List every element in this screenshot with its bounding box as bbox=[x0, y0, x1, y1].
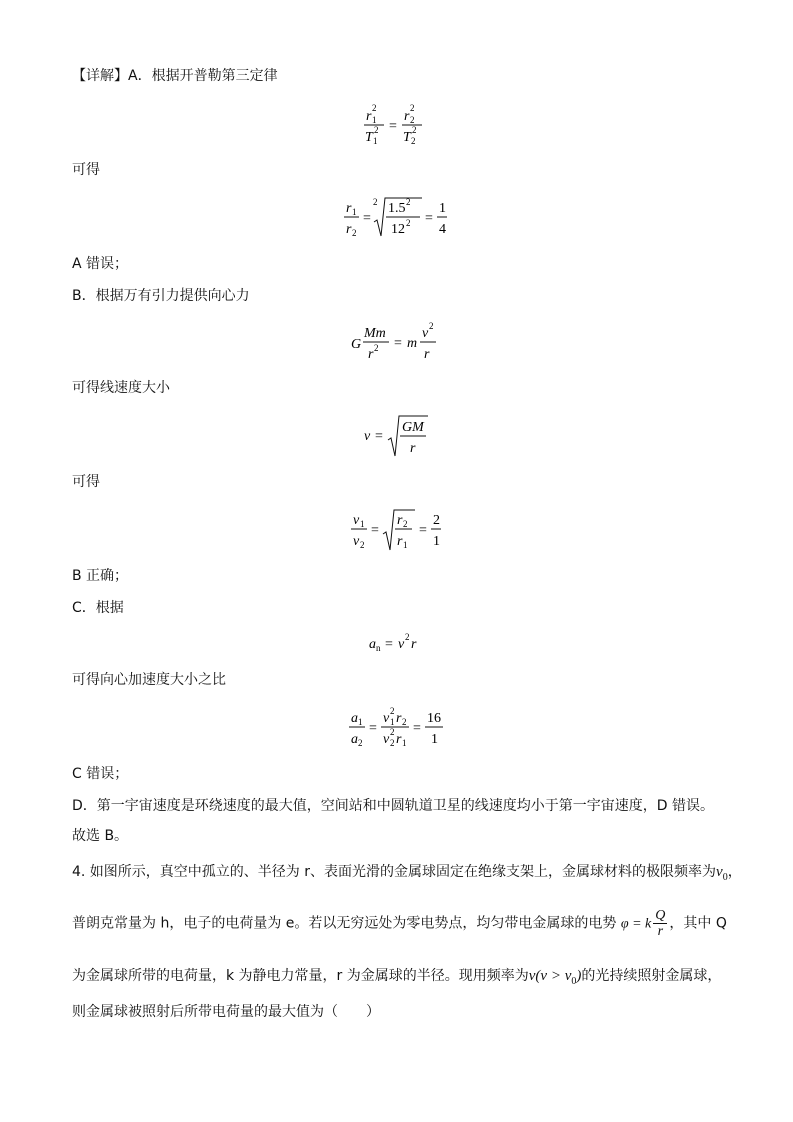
svg-text:2: 2 bbox=[409, 115, 414, 125]
svg-text:2: 2 bbox=[428, 321, 433, 331]
freq-condition: $\nu(\nu > \nu_0)$ bbox=[528, 968, 582, 987]
svg-text:=: = bbox=[424, 211, 433, 226]
svg-text:a: a bbox=[350, 732, 358, 747]
svg-text:r: r bbox=[396, 534, 402, 549]
b-right-text: B 正确； bbox=[72, 568, 129, 584]
svg-text:2: 2 bbox=[405, 218, 410, 228]
kepler-n2: 12 bbox=[390, 222, 405, 237]
svg-text:2: 2 bbox=[389, 727, 394, 737]
svg-text:1: 1 bbox=[359, 519, 364, 529]
equation-speed-ratio bbox=[0, 504, 793, 558]
accel-rhs: 16 bbox=[426, 711, 441, 726]
section-c-header: C．根据 bbox=[72, 600, 124, 616]
svg-text:2: 2 bbox=[372, 197, 377, 207]
keyou-text-1: 可得 bbox=[72, 162, 100, 178]
svg-text:v: v bbox=[382, 732, 389, 747]
svg-text:r: r bbox=[345, 222, 351, 237]
svg-text:1: 1 bbox=[389, 717, 394, 727]
question-4-line-1: 4. 如图所示，真空中孤立的、半径为 r、表面光滑的金属球固定在绝缘支架上，金属球材料的极限频率为$\nu_0$， bbox=[72, 864, 742, 883]
svg-text:=: = bbox=[412, 721, 421, 736]
svg-text:r: r bbox=[409, 441, 415, 456]
svg-text:r: r bbox=[367, 347, 373, 362]
equation-radius-ratio bbox=[0, 192, 793, 246]
a-wrong-text: A 错误； bbox=[72, 256, 129, 272]
svg-text:2: 2 bbox=[389, 738, 394, 748]
svg-text:r: r bbox=[395, 732, 401, 747]
speed-text: 可得线速度大小 bbox=[72, 380, 170, 396]
svg-text:2: 2 bbox=[351, 228, 356, 238]
question-4-line-3 bbox=[72, 966, 721, 992]
svg-text:a: a bbox=[368, 637, 376, 652]
svg-text:2: 2 bbox=[404, 632, 409, 642]
svg-text:m: m bbox=[406, 336, 417, 351]
svg-text:=: = bbox=[418, 523, 427, 538]
svg-text:a: a bbox=[350, 711, 358, 726]
q4-line1-text: 4. 如图所示，真空中孤立的、半径为 r、表面光滑的金属球固定在绝缘支架上，金属球材料的极限频率为 bbox=[72, 864, 717, 880]
svg-text:G: G bbox=[350, 337, 361, 352]
svg-text:2: 2 bbox=[411, 125, 416, 135]
svg-text:2: 2 bbox=[373, 343, 378, 353]
equation-gravity-centripetal bbox=[0, 318, 793, 370]
svg-text:=: = bbox=[393, 336, 402, 351]
equation-speed bbox=[0, 410, 793, 464]
svg-text:v: v bbox=[352, 513, 359, 528]
svg-text:r: r bbox=[345, 201, 351, 216]
nu0-symbol: $\nu_0$ bbox=[716, 864, 728, 883]
svg-text:1: 1 bbox=[357, 717, 362, 727]
q4-line2-prefix: 普朗克常量为 h，电子的电荷量为 e。若以无穷远处为零电势点，均匀带电金属球的电势 bbox=[72, 915, 617, 932]
section-a-header: 【详解】A．根据开普勒第三定律 bbox=[72, 68, 278, 84]
svg-text:1: 1 bbox=[371, 115, 376, 125]
svg-text:2: 2 bbox=[373, 125, 378, 135]
q4-line2-suffix: ，其中 Q bbox=[669, 915, 727, 932]
q4-line3-prefix: 为金属球所带的电荷量，k 为静电力常量，r 为金属球的半径。现用频率为 bbox=[72, 968, 529, 984]
keyou-text-2: 可得 bbox=[72, 474, 100, 490]
svg-text:2: 2 bbox=[402, 519, 407, 529]
section-b-header: B．根据万有引力提供向心力 bbox=[72, 288, 250, 304]
potential-fraction: $\frac{Q}{r}$ bbox=[655, 908, 666, 939]
svg-text:r: r bbox=[403, 109, 409, 124]
svg-text:2: 2 bbox=[409, 103, 414, 113]
svg-text:v: v bbox=[421, 326, 428, 341]
equation-accel-ratio bbox=[0, 702, 793, 756]
question-4-line-4: 则金属球被照射后所带电荷量的最大值为（ ） bbox=[72, 1004, 380, 1020]
equation-centripetal-accel bbox=[0, 632, 793, 660]
svg-text:1: 1 bbox=[372, 136, 377, 146]
svg-text:=: = bbox=[362, 211, 371, 226]
speed-rhs: 2 bbox=[432, 513, 440, 528]
accel-text: 可得向心加速度大小之比 bbox=[72, 672, 226, 688]
svg-text:r: r bbox=[395, 711, 401, 726]
svg-text:v: v bbox=[382, 711, 389, 726]
svg-text:=: = bbox=[368, 721, 377, 736]
svg-text:2: 2 bbox=[371, 103, 376, 113]
svg-text:1: 1 bbox=[401, 738, 406, 748]
svg-text:r: r bbox=[365, 109, 371, 124]
answer-text: 故选 B。 bbox=[72, 828, 129, 844]
question-4-line-2: 普朗克常量为 h，电子的电荷量为 e。若以无穷远处为零电势点，均匀带电金属球的电势 φ = k $\frac{Q}{r}$ ，其中 Q bbox=[72, 908, 727, 939]
svg-text:2: 2 bbox=[405, 197, 410, 207]
svg-text:GM: GM bbox=[401, 420, 424, 435]
svg-text:T: T bbox=[402, 130, 411, 145]
svg-text:T: T bbox=[364, 130, 373, 145]
svg-text:2: 2 bbox=[389, 706, 394, 716]
c-wrong-text: C 错误； bbox=[72, 766, 129, 782]
svg-text:2: 2 bbox=[401, 717, 406, 727]
svg-text:1: 1 bbox=[402, 540, 407, 550]
svg-text:=: = bbox=[374, 429, 383, 444]
kepler-rhs: 1 bbox=[438, 201, 446, 216]
svg-text:r: r bbox=[423, 347, 429, 362]
svg-text:r: r bbox=[396, 513, 402, 528]
svg-text:2: 2 bbox=[357, 738, 362, 748]
speed-rhs-den: 1 bbox=[432, 534, 440, 549]
svg-text:v: v bbox=[352, 534, 359, 549]
svg-text:v: v bbox=[397, 637, 404, 652]
accel-rhs-den: 1 bbox=[430, 732, 438, 747]
svg-text:=: = bbox=[388, 119, 397, 134]
q4-line3-suffix: 的光持续照射金属球， bbox=[581, 968, 722, 984]
svg-text:Mm: Mm bbox=[363, 326, 386, 341]
kepler-rhs-den: 4 bbox=[438, 222, 446, 237]
section-d-text: D．第一宇宙速度是环绕速度的最大值，空间站和中圆轨道卫星的线速度均小于第一宇宙速度，D 错误。 bbox=[72, 798, 715, 814]
svg-text:=: = bbox=[384, 637, 393, 652]
svg-text:=: = bbox=[370, 523, 379, 538]
svg-text:2: 2 bbox=[359, 540, 364, 550]
kepler-n1: 1.5 bbox=[387, 201, 405, 216]
svg-text:1: 1 bbox=[351, 207, 356, 217]
equation-kepler-third-law bbox=[0, 100, 793, 154]
svg-text:n: n bbox=[375, 643, 380, 653]
svg-text:2: 2 bbox=[410, 136, 415, 146]
svg-text:v: v bbox=[363, 429, 370, 444]
svg-text:r: r bbox=[410, 637, 416, 652]
